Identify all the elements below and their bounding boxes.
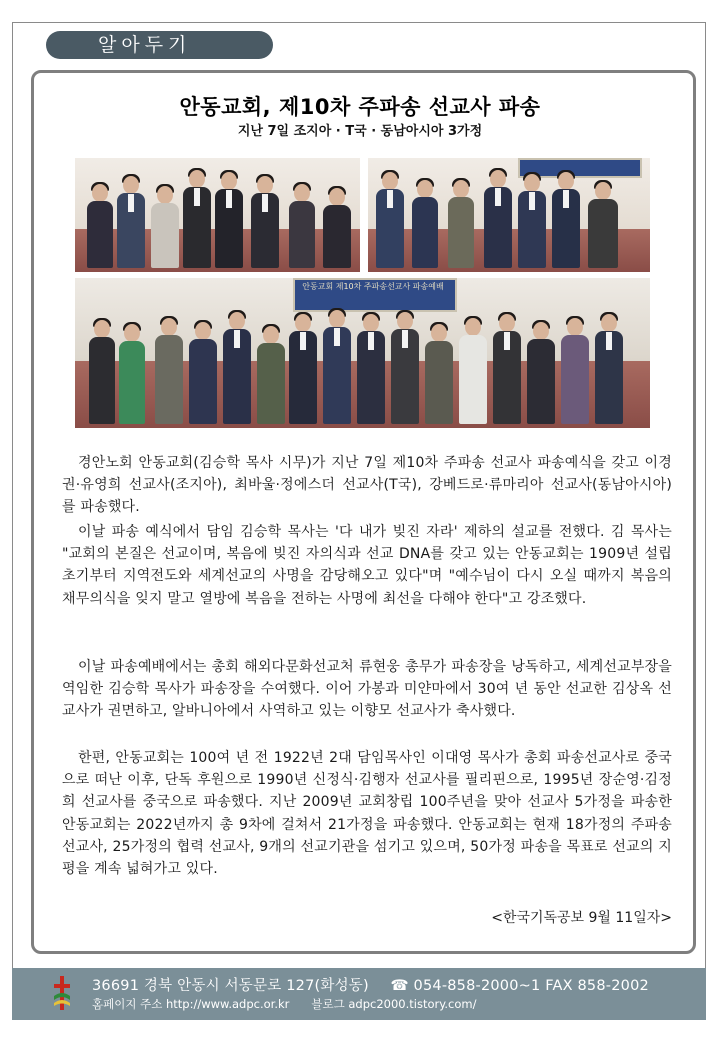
article-paragraph: 이날 파송 예식에서 담임 김승학 목사는 '다 내가 빚진 자라' 제하의 설교를 전했다. 김 목사는 "교회의 본질은 선교이며, 복음에 빚진 자의식과 선교 DNA를 갖고 있는 안동교회는 1909년 설립 초기부터 지역전도와 세계선교의 사명을 감당해오고 있다"며 "예수님이 다시 오실 때까지 복음의 채무의식을 잊지 말고 열방에 복음을 전하는 사명에 최선을 다해야 한다"고 강조했다. <box>62 524 672 607</box>
footer-address: 36691 경북 안동시 서동문로 127(화성동) <box>92 978 369 994</box>
footer-web-line <box>92 996 477 1012</box>
photo-missionaries-left <box>75 158 360 272</box>
church-logo-icon <box>52 976 72 1010</box>
section-tag: 알아두기 <box>46 31 273 59</box>
article-body <box>62 747 672 880</box>
article-body <box>62 521 672 610</box>
article-subtitle: 지난 7일 조지아 · T국 · 동남아시아 3가정 <box>237 124 483 139</box>
photo-group <box>75 278 650 428</box>
footer-homepage-link[interactable]: 홈페이지 주소 http://www.adpc.or.kr <box>92 997 290 1011</box>
article-paragraph: 한편, 안동교회는 100여 년 전 1922년 2대 담임목사인 이대영 목사가 총회 파송선교사로 중국으로 떠난 이후, 단독 후원으로 1990년 신정식·김행자 선교사를 필리핀으로, 1995년 장순영·김정희 선교사를 중국으로 파송했다. 지난 2009년 교회창립 100주년을 맞아 선교사 5가정을 파송한 안동교회는 2022년까지 총 9차에 걸쳐서 21가정을 파송했다. 안동교회는 현재 18가정의 주파송 선교사, 25가정의 협력 선교사, 9개의 선교기관을 섬기고 있으며, 50가정 파송을 목표로 선교의 지평을 계속 넓혀가고 있다. <box>62 750 672 878</box>
article-body <box>62 656 672 723</box>
banner-text: 안동교회 제10차 주파송선교사 파송예배 <box>302 282 444 291</box>
article-paragraph: 이날 파송예배에서는 총회 해외다문화선교처 류현웅 총무가 파송장을 낭독하고, 세계선교부장을 역임한 김승학 목사가 파송장을 수여했다. 이어 가봉과 미얀마에서 30여 년 동안 선교한 김상옥 선교사가 권면하고, 알바니아에서 사역하고 있는 이향모 선교사가 축사했다. <box>62 659 672 720</box>
article-paragraph: 경안노회 안동교회(김승학 목사 시무)가 지난 7일 제10차 주파송 선교사 파송예식을 갖고 이경권·유영희 선교사(조지아), 최바울·정에스더 선교사(T국), 강베드로·류마리아 선교사(동남아시아)를 파송했다. <box>62 455 672 516</box>
article-source: <한국기독공보 9월 11일자> <box>491 910 672 926</box>
photo-missionaries-right <box>368 158 650 272</box>
footer-blog-link[interactable]: 블로그 adpc2000.tistory.com/ <box>311 997 477 1011</box>
footer-address-line <box>92 974 649 995</box>
article-title: 안동교회, 제10차 주파송 선교사 파송 <box>179 95 541 119</box>
footer-phone: ☎ 054-858-2000~1 FAX 858-2002 <box>390 978 649 994</box>
article-body <box>62 452 672 519</box>
